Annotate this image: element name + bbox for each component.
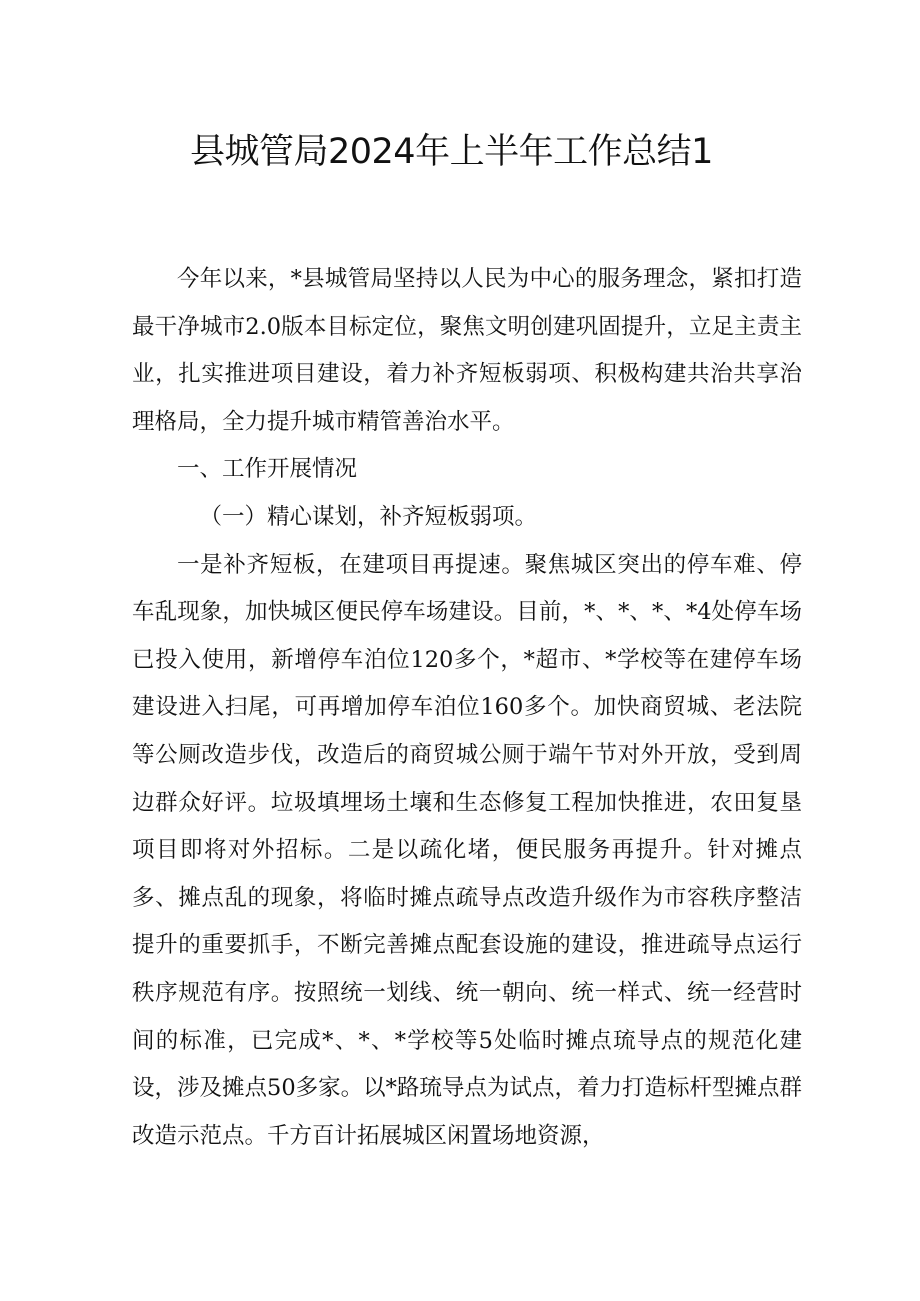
document-body bbox=[132, 256, 802, 1160]
subsection-heading: （一）精心谋划，补齐短板弱项。 bbox=[199, 503, 538, 530]
document-title: 县城管局2024年上半年工作总结1 bbox=[190, 132, 713, 172]
body-paragraph: 一是补齐短板，在建项目再提速。聚焦城区突出的停车难、停车乱现象，加快城区便民停车场建设。目前，*、*、*、*4处停车场已投入使用，新增停车泊位120多个，*超市、*学校等在建停车场建设进入扫尾，可再增加停车泊位160多个。加快商贸城、老法院等公厕改造步伐，改造后的商贸城公厕于端午节对外开放，受到周边群众好评。垃圾填埋场土壤和生态修复工程加快推进，农田复垦项目即将对外招标。二是以疏化堵，便民服务再提升。针对摊点多、摊点乱的现象，将临时摊点疏导点改造升级作为市容秩序整洁提升的重要抓手，不断完善摊点配套设施的建设，推进疏导点运行秩序规范有序。按照统一划线、统一朝向、统一样式、统一经营时间的标准，已完成*、*、*学校等5处临时摊点琉导点的规范化建设，涉及摊点50多家。以*路琉导点为试点，着力打造标杆型摊点群改造示范点。千方百计拓展城区闲置场地资源， bbox=[132, 551, 802, 1149]
intro-paragraph: 今年以来，*县城管局坚持以人民为中心的服务理念，紧扣打造最干净城市2.0版本目标定位，聚焦文明创建巩固提升，立足主责主业，扎实推进项目建设，着力补齐短板弱项、积极构建共治共享治理格局，全力提升城市精管善治水平。 bbox=[132, 266, 802, 435]
section-heading: 一、工作开展情况 bbox=[177, 456, 358, 483]
